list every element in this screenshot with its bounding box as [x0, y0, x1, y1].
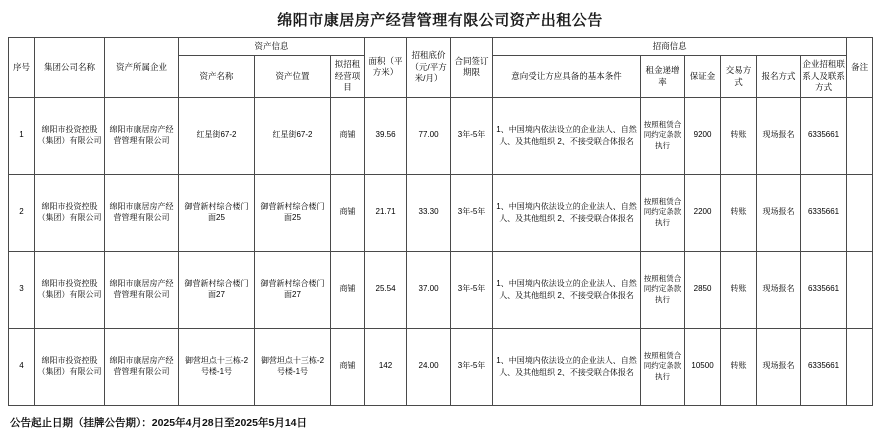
cell-asset-name: 御营新村综合楼门面27 — [179, 251, 255, 328]
col-registration-method: 报名方式 — [757, 56, 801, 97]
cell-deposit: 9200 — [685, 97, 721, 174]
col-deposit: 保证金 — [685, 56, 721, 97]
cell-basic-conditions: 1、中国境内依法设立的企业法人、自然人、及其他组织 2、不接受联合体报名 — [493, 174, 641, 251]
cell-contract-term: 3年-5年 — [451, 328, 493, 405]
col-rent-increase: 租金递增率 — [641, 56, 685, 97]
group-header-asset-info: 资产信息 — [179, 38, 365, 56]
cell-basic-conditions: 1、中国境内依法设立的企业法人、自然人、及其他组织 2、不接受联合体报名 — [493, 251, 641, 328]
col-operation-item: 拟招租经营项目 — [331, 56, 365, 97]
cell-floor-price: 24.00 — [407, 328, 451, 405]
cell-rent-increase: 按照租赁合同约定条款执行 — [641, 328, 685, 405]
announcement-period-note: 公告起止日期（挂牌公告期）：2025年4月28日至2025年5月14日 — [10, 416, 308, 429]
cell-asset-owner: 绵阳市康居房产经营管理有限公司 — [105, 174, 179, 251]
col-asset-location: 资产位置 — [255, 56, 331, 97]
cell-rent-increase: 按照租赁合同约定条款执行 — [641, 251, 685, 328]
cell-registration-method: 现场报名 — [757, 174, 801, 251]
table-row — [9, 251, 873, 328]
cell-payment-method: 转账 — [721, 251, 757, 328]
col-remark: 备注 — [847, 38, 873, 98]
cell-remark — [847, 251, 873, 328]
cell-asset-location: 御营坦点十三栋-2号楼-1号 — [255, 328, 331, 405]
cell-operation-item: 商铺 — [331, 174, 365, 251]
cell-operation-item: 商铺 — [331, 251, 365, 328]
cell-area: 39.56 — [365, 97, 407, 174]
cell-basic-conditions: 1、中国境内依法设立的企业法人、自然人、及其他组织 2、不接受联合体报名 — [493, 328, 641, 405]
cell-payment-method: 转账 — [721, 174, 757, 251]
cell-area: 142 — [365, 328, 407, 405]
cell-group-company: 绵阳市投资控股（集团）有限公司 — [35, 97, 105, 174]
cell-remark — [847, 97, 873, 174]
cell-contact: 6335661 — [801, 328, 847, 405]
cell-registration-method: 现场报名 — [757, 97, 801, 174]
cell-area: 25.54 — [365, 251, 407, 328]
cell-operation-item: 商铺 — [331, 328, 365, 405]
cell-contract-term: 3年-5年 — [451, 251, 493, 328]
cell-asset-name: 御营坦点十三栋-2号楼-1号 — [179, 328, 255, 405]
table-header — [9, 38, 873, 98]
table-row — [9, 174, 873, 251]
cell-contact: 6335661 — [801, 97, 847, 174]
col-asset-name: 资产名称 — [179, 56, 255, 97]
cell-floor-price: 37.00 — [407, 251, 451, 328]
cell-payment-method: 转账 — [721, 328, 757, 405]
cell-asset-owner: 绵阳市康居房产经营管理有限公司 — [105, 328, 179, 405]
col-floor-price: 招租底价（元/平方米/月） — [407, 38, 451, 98]
col-asset-owner: 资产所属企业 — [105, 38, 179, 98]
cell-asset-name: 红星街67-2 — [179, 97, 255, 174]
cell-seq: 2 — [9, 174, 35, 251]
cell-asset-owner: 绵阳市康居房产经营管理有限公司 — [105, 97, 179, 174]
cell-asset-name: 御营新村综合楼门面25 — [179, 174, 255, 251]
col-contract-term: 合同签订期限 — [451, 38, 493, 98]
table-row — [9, 97, 873, 174]
cell-group-company: 绵阳市投资控股（集团）有限公司 — [35, 328, 105, 405]
cell-rent-increase: 按照租赁合同约定条款执行 — [641, 174, 685, 251]
cell-group-company: 绵阳市投资控股（集团）有限公司 — [35, 174, 105, 251]
cell-group-company: 绵阳市投资控股（集团）有限公司 — [35, 251, 105, 328]
cell-asset-location: 御营新村综合楼门面25 — [255, 174, 331, 251]
cell-area: 21.71 — [365, 174, 407, 251]
cell-asset-owner: 绵阳市康居房产经营管理有限公司 — [105, 251, 179, 328]
col-basic-conditions: 意向受让方应具备的基本条件 — [493, 56, 641, 97]
cell-contract-term: 3年-5年 — [451, 174, 493, 251]
col-payment-method: 交易方式 — [721, 56, 757, 97]
cell-contract-term: 3年-5年 — [451, 97, 493, 174]
cell-remark — [847, 328, 873, 405]
cell-payment-method: 转账 — [721, 97, 757, 174]
cell-seq: 4 — [9, 328, 35, 405]
col-seq: 序号 — [9, 38, 35, 98]
col-area: 面积（平方米） — [365, 38, 407, 98]
cell-basic-conditions: 1、中国境内依法设立的企业法人、自然人、及其他组织 2、不接受联合体报名 — [493, 97, 641, 174]
asset-listing-table — [8, 37, 873, 406]
cell-rent-increase: 按照租赁合同约定条款执行 — [641, 97, 685, 174]
cell-deposit: 2850 — [685, 251, 721, 328]
cell-remark — [847, 174, 873, 251]
cell-registration-method: 现场报名 — [757, 251, 801, 328]
table-body — [9, 97, 873, 405]
cell-deposit: 2200 — [685, 174, 721, 251]
group-header-listing-info: 招商信息 — [493, 38, 847, 56]
cell-asset-location: 御营新村综合楼门面27 — [255, 251, 331, 328]
table-row — [9, 328, 873, 405]
cell-seq: 3 — [9, 251, 35, 328]
cell-registration-method: 现场报名 — [757, 328, 801, 405]
cell-contact: 6335661 — [801, 251, 847, 328]
col-contact: 企业招租联系人及联系方式 — [801, 56, 847, 97]
cell-operation-item: 商铺 — [331, 97, 365, 174]
table-group-header-row — [9, 38, 873, 56]
cell-seq: 1 — [9, 97, 35, 174]
cell-floor-price: 77.00 — [407, 97, 451, 174]
cell-asset-location: 红星街67-2 — [255, 97, 331, 174]
col-group-company: 集团公司名称 — [35, 38, 105, 98]
cell-deposit: 10500 — [685, 328, 721, 405]
page-title: 绵阳市康居房产经营管理有限公司资产出租公告 — [277, 12, 603, 29]
cell-floor-price: 33.30 — [407, 174, 451, 251]
cell-contact: 6335661 — [801, 174, 847, 251]
